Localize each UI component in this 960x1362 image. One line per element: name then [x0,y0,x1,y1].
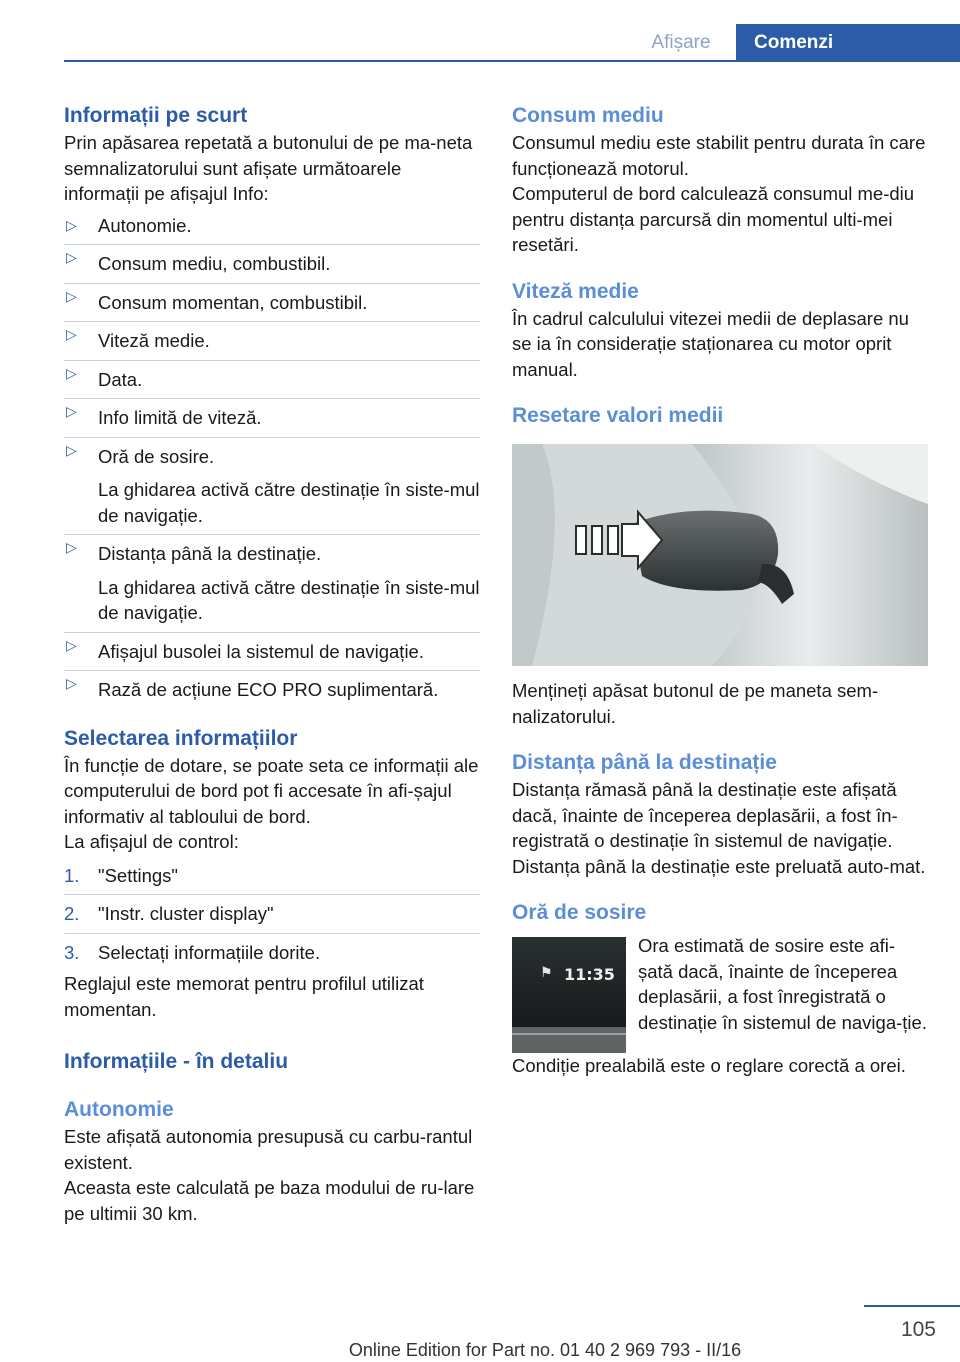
checkered-flag-icon: ⚑ [540,965,553,981]
distance-text-1: Distanța rămasă până la destinație este afișată dacă, înainte de începerea deplasării, a fost în-registrată o destinație în sistemul de navigație. [512,779,898,851]
reset-caption: Mențineți apăsat butonul de pe maneta sem-nalizatorului. [512,680,879,727]
range-text-1: Este afișată autonomia presupusă cu carbu-rantul existent. [64,1126,473,1173]
section-title-distance: Distanța până la destinație [512,751,777,774]
distance-text-2: Distanța până la destinație este preluată auto-mat. [512,855,926,877]
triangle-bullet-icon: ▷ [66,403,77,419]
section-title-avg-speed: Viteză medie [512,279,639,303]
list-item: ▷ Data. [64,360,480,393]
info-list [64,213,480,703]
triangle-bullet-icon: ▷ [66,675,77,691]
range-text-2: Aceasta este calculată pe baza modului de ru-lare pe ultimii 30 km. [64,1177,475,1224]
triangle-bullet-icon: ▷ [66,249,77,265]
overview-intro: Prin apăsarea repetată a butonului de pe ma-neta semnalizatorului sunt afișate următoarele informații pe afișajul Info: [64,132,473,204]
triangle-bullet-icon: ▷ [66,441,77,458]
turn-signal-lever-illustration [512,444,928,666]
step-item: 2. "Instr. cluster display" [64,894,480,927]
list-item: ▷ Consum momentan, combustibil. [64,283,480,316]
page-number: 105 [900,1318,936,1341]
list-item-note: La ghidarea activă către destinație în siste-mul de navigație. [98,576,480,623]
section-title-overview: Informații pe scurt [64,104,248,127]
section-title-reset: Resetare valori medii [512,404,724,427]
list-item-note: La ghidarea activă către destinație în siste-mul de navigație. [98,479,480,526]
select-info-after: Reglajul este memorat pentru profilul utilizat momentan. [64,973,424,1020]
step-item: 1. "Settings" [64,864,178,886]
footer-rule [864,1305,960,1307]
list-item: ▷ Oră de sosire. La ghidarea activă către destinație în siste-mul de navigație. [64,437,480,529]
list-item: ▷ Rază de acțiune ECO PRO suplimentară. [64,670,480,703]
list-item: ▷ Autonomie. [64,213,480,239]
section-title-select-info: Selectarea informațiilor [64,726,298,750]
arrival-time-value: 11:35 [564,965,615,984]
arrival-row [512,937,928,1053]
list-item: ▷ Distanța până la destinație. La ghidarea activă către destinație în siste-mul de navigație. [64,534,480,626]
triangle-bullet-icon: ▷ [66,364,77,381]
triangle-bullet-icon: ▷ [66,636,77,653]
header-tab-controls: Comenzi [736,24,960,62]
header-tab-display: Afișare [651,32,711,53]
section-title-details: Informațiile - în detaliu [64,1050,289,1073]
triangle-bullet-icon: ▷ [66,216,77,233]
arrival-text-1: Ora estimată de sosire este afi-șată dacă, înainte de începerea deplasării, a fost înregistrată o destinație în sistemul de naviga-ție. [638,935,927,1033]
section-title-avg-consumption: Consum mediu [512,104,664,127]
arrival-time-display [512,937,626,1053]
lever-drawing [512,444,928,666]
section-title-range: Autonomie [64,1098,174,1121]
avg-speed-text: În cadrul calculului vitezei medii de deplasare nu se ia în considerație staționarea cu motor oprit manual. [512,307,909,380]
avg-consumption-text-2: Computerul de bord calculează consumul me-diu pentru distanța parcursă din momentul ulti-mei resetări. [512,183,915,255]
section-title-arrival: Oră de sosire [512,901,647,924]
triangle-bullet-icon: ▷ [66,326,77,342]
avg-consumption-text-1: Consumul mediu este stabilit pentru durata în care funcționează motorul. [512,132,926,179]
left-column [64,102,480,1226]
list-item: ▷ Consum mediu, combustibil. [64,244,480,277]
list-item: ▷ Viteză medie. [64,321,480,354]
step-item: 3. Selectați informațiile dorite. [64,933,480,966]
edition-note: Online Edition for Part no. 01 40 2 969 793 - II/16 [348,1340,742,1360]
list-item: ▷ Info limită de viteză. [64,398,480,431]
arrival-text-2: Condiție prealabilă este o reglare corectă a orei. [512,1055,906,1076]
select-info-lead: La afișajul de control: [64,831,239,852]
triangle-bullet-icon: ▷ [66,287,77,304]
steps-list [64,863,480,966]
list-item: ▷ Afișajul busolei la sistemul de navigație. [64,632,480,665]
right-column [512,102,928,1079]
triangle-bullet-icon: ▷ [66,539,77,555]
header-rule [64,60,960,62]
select-info-text: În funcție de dotare, se poate seta ce informații ale computerului de bord pot fi accesate în afi-șajul informativ al tabloului de bord. [64,754,479,827]
